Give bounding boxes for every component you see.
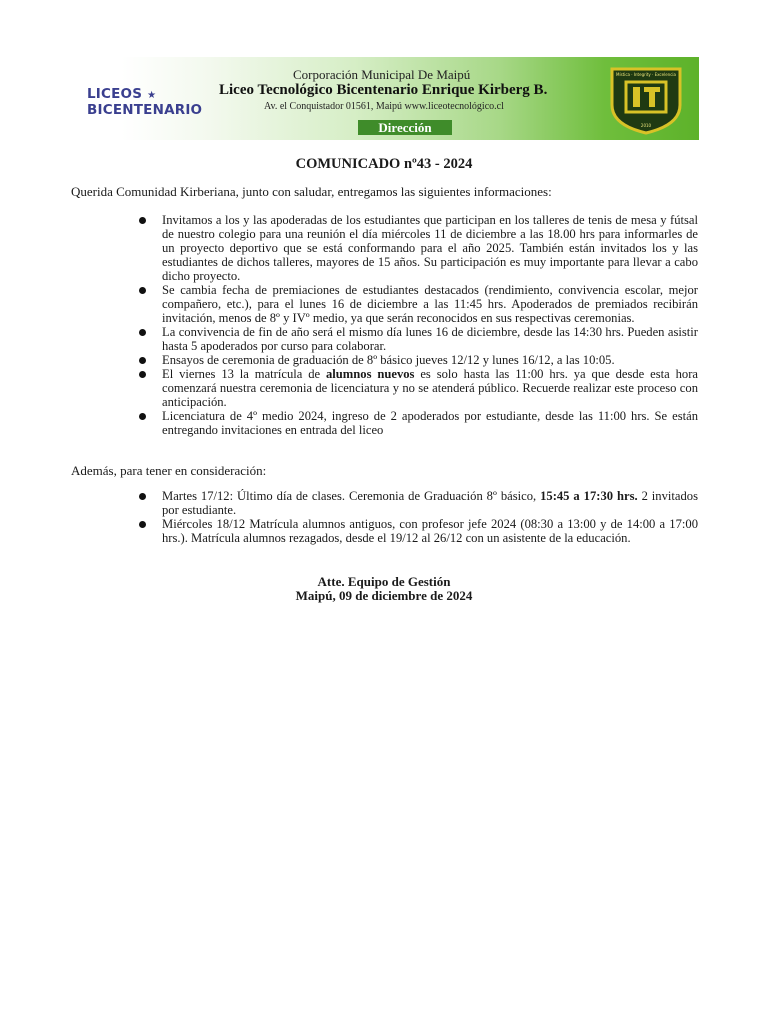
- item-text: Licenciatura de 4º medio 2024, ingreso de 2 apoderados por estudiante, desde las 11:00 hrs. Se están entregando invitaciones en entrada del liceo: [162, 409, 698, 437]
- list-item: [138, 489, 698, 517]
- crest-year: 2010: [640, 123, 652, 128]
- item-text-bold: 15:45 a 17:30 hrs.: [540, 489, 638, 503]
- signature-line: Atte. Equipo de Gestión: [317, 574, 451, 589]
- bullet-icon: [139, 493, 146, 500]
- school-crest-icon: [606, 65, 686, 135]
- bullet-icon: [139, 329, 146, 336]
- additional-list: [138, 489, 698, 545]
- list-item: [138, 213, 698, 283]
- logo-line1: LICEOS: [87, 86, 143, 102]
- item-text: La convivencia de fin de año será el mismo día lunes 16 de diciembre, desde las 14:30 hrs. Pueden asistir hasta 5 apoderados por curso para colaborar.: [162, 325, 698, 353]
- item-text: Se cambia fecha de premiaciones de estudiantes destacados (rendimiento, convivencia escolar, mejor compañero, etc.), para el lunes 16 de diciembre a las 11:45 hrs. Apoderados de premiados recibirán invitación, menos de 8º y IVº medio, ya que serán reconocidos en sus respectivas ceremonias.: [162, 283, 698, 325]
- bullet-icon: [139, 217, 146, 224]
- list-item: [138, 409, 698, 437]
- item-text-before: El viernes 13 la matrícula de: [162, 367, 326, 381]
- logo-star-icon: ★: [147, 90, 157, 101]
- list-item: [138, 353, 698, 367]
- announcements-list: [138, 213, 698, 437]
- list-item: [138, 517, 698, 545]
- additional-intro: Además, para tener en consideración:: [71, 463, 267, 478]
- greeting-paragraph: Querida Comunidad Kirberiana, junto con saludar, entregamos las siguientes informaciones:: [71, 184, 552, 199]
- item-text-after: 2 invitados por estudiante.: [162, 489, 698, 517]
- school-name: Liceo Tecnológico Bicentenario Enrique Kirberg B.: [219, 82, 548, 98]
- item-text: Invitamos a los y las apoderadas de los estudiantes que participan en los talleres de tenis de mesa y fútsal de nuestro colegio para una reunión el día miércoles 11 de diciembre a las 18.00 hrs para informarles de un proyecto deportivo que se está conformando para el año 2025. También están invitados los y las estudiantes de dichos talleres, mayores de 15 años. Su participación es muy importante para llevar a cabo dicho proyecto.: [162, 213, 698, 283]
- list-item: [138, 325, 698, 353]
- crest-motto: Mística · Integrity · Excelencia: [616, 72, 676, 77]
- item-text-bold: alumnos nuevos: [325, 367, 415, 381]
- liceos-bicentenario-logo: [87, 87, 217, 117]
- school-address: Av. el Conquistador 01561, Maipú www.liceotecnológico.cl: [264, 101, 504, 112]
- bullet-icon: [139, 521, 146, 528]
- bullet-icon: [139, 413, 146, 420]
- item-text-after: es solo hasta las 11:00 hrs. ya que desde esta hora comenzará nuestra ceremonia de licenciatura y no se atenderá público. Recuerde realizar este proceso con anticipación.: [162, 367, 698, 409]
- organization-name: Corporación Municipal De Maipú: [293, 67, 471, 82]
- bullet-icon: [139, 357, 146, 364]
- signature-date: Maipú, 09 de diciembre de 2024: [295, 588, 473, 603]
- logo-line2: BICENTENARIO: [87, 102, 203, 118]
- list-item: [138, 283, 698, 325]
- header-banner: [71, 57, 699, 140]
- document-title: COMUNICADO nº43 - 2024: [295, 156, 473, 172]
- department-label: Dirección: [358, 120, 452, 135]
- item-text: Miércoles 18/12 Matrícula alumnos antiguos, con profesor jefe 2024 (08:30 a 13:00 y de 14:00 a 17:00 hrs.). Matrícula alumnos rezagados, desde el 19/12 al 26/12 con un asistente de la educación.: [162, 517, 698, 545]
- bullet-icon: [139, 371, 146, 378]
- bullet-icon: [139, 287, 146, 294]
- item-text-before: Martes 17/12: Último día de clases. Ceremonia de Graduación 8º básico,: [162, 489, 541, 503]
- item-text: Ensayos de ceremonia de graduación de 8º básico jueves 12/12 y lunes 16/12, a las 10:05.: [162, 353, 615, 367]
- list-item: [138, 367, 698, 409]
